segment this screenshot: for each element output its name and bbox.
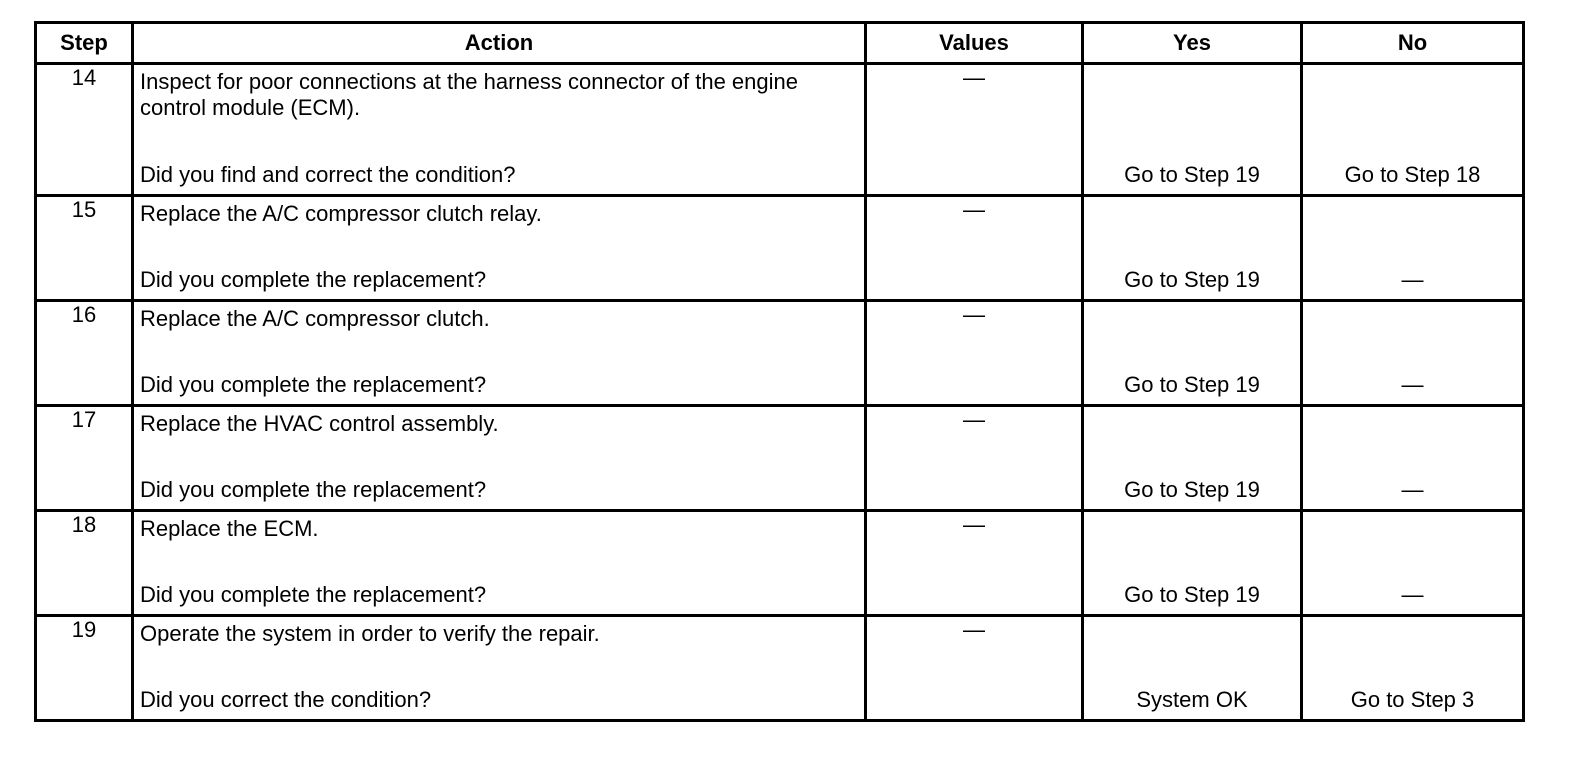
yes-result: Go to Step 19 bbox=[1124, 477, 1260, 502]
action-cell bbox=[133, 616, 866, 721]
action-question: Did you complete the replacement? bbox=[140, 372, 487, 397]
header-step: Step bbox=[36, 23, 133, 64]
values-cell: — bbox=[866, 511, 1083, 616]
yes-cell bbox=[1083, 301, 1302, 406]
no-result: Go to Step 3 bbox=[1350, 687, 1475, 712]
action-text: Replace the A/C compressor clutch relay. bbox=[140, 201, 542, 226]
no-cell bbox=[1302, 64, 1524, 196]
table-row bbox=[36, 196, 1524, 301]
values-cell: — bbox=[866, 406, 1083, 511]
action-cell bbox=[133, 406, 866, 511]
no-cell bbox=[1302, 616, 1524, 721]
action-cell bbox=[133, 64, 866, 196]
values-cell: — bbox=[866, 301, 1083, 406]
action-cell bbox=[133, 301, 866, 406]
table-row bbox=[36, 406, 1524, 511]
yes-result: System OK bbox=[1136, 687, 1248, 712]
step-number: 15 bbox=[36, 196, 133, 301]
no-cell bbox=[1302, 301, 1524, 406]
header-action: Action bbox=[133, 23, 866, 64]
no-cell bbox=[1302, 511, 1524, 616]
step-number: 19 bbox=[36, 616, 133, 721]
action-text: Replace the A/C compressor clutch. bbox=[140, 306, 490, 331]
step-number: 18 bbox=[36, 511, 133, 616]
yes-cell bbox=[1083, 406, 1302, 511]
action-question: Did you find and correct the condition? bbox=[140, 162, 516, 187]
values-cell: — bbox=[866, 196, 1083, 301]
action-question: Did you complete the replacement? bbox=[140, 477, 487, 502]
action-question: Did you complete the replacement? bbox=[140, 267, 487, 292]
header-yes: Yes bbox=[1083, 23, 1302, 64]
table-row bbox=[36, 511, 1524, 616]
yes-result: Go to Step 19 bbox=[1124, 372, 1260, 397]
action-text: Inspect for poor connections at the harness connector of the engine control module (ECM). bbox=[140, 69, 798, 120]
no-result: — bbox=[1401, 477, 1424, 502]
values-cell: — bbox=[866, 616, 1083, 721]
yes-cell bbox=[1083, 64, 1302, 196]
action-question: Did you complete the replacement? bbox=[140, 582, 487, 607]
yes-cell bbox=[1083, 616, 1302, 721]
action-cell bbox=[133, 511, 866, 616]
table-row bbox=[36, 616, 1524, 721]
yes-result: Go to Step 19 bbox=[1124, 582, 1260, 607]
action-cell bbox=[133, 196, 866, 301]
no-result: — bbox=[1401, 582, 1424, 607]
yes-cell bbox=[1083, 511, 1302, 616]
table-row bbox=[36, 64, 1524, 196]
action-text: Replace the HVAC control assembly. bbox=[140, 411, 499, 436]
no-result: Go to Step 18 bbox=[1344, 162, 1481, 187]
no-cell bbox=[1302, 406, 1524, 511]
action-question: Did you correct the condition? bbox=[140, 687, 432, 712]
action-text: Replace the ECM. bbox=[140, 516, 319, 541]
table-row bbox=[36, 301, 1524, 406]
no-result: — bbox=[1401, 267, 1424, 292]
diagnostic-table bbox=[34, 21, 1525, 722]
header-values: Values bbox=[866, 23, 1083, 64]
yes-result: Go to Step 19 bbox=[1124, 162, 1260, 187]
yes-result: Go to Step 19 bbox=[1124, 267, 1260, 292]
no-cell bbox=[1302, 196, 1524, 301]
values-cell: — bbox=[866, 64, 1083, 196]
step-number: 17 bbox=[36, 406, 133, 511]
action-text: Operate the system in order to verify the repair. bbox=[140, 621, 600, 646]
yes-cell bbox=[1083, 196, 1302, 301]
no-result: — bbox=[1401, 372, 1424, 397]
header-no: No bbox=[1302, 23, 1524, 64]
step-number: 14 bbox=[36, 64, 133, 196]
header-row bbox=[36, 23, 1524, 64]
step-number: 16 bbox=[36, 301, 133, 406]
